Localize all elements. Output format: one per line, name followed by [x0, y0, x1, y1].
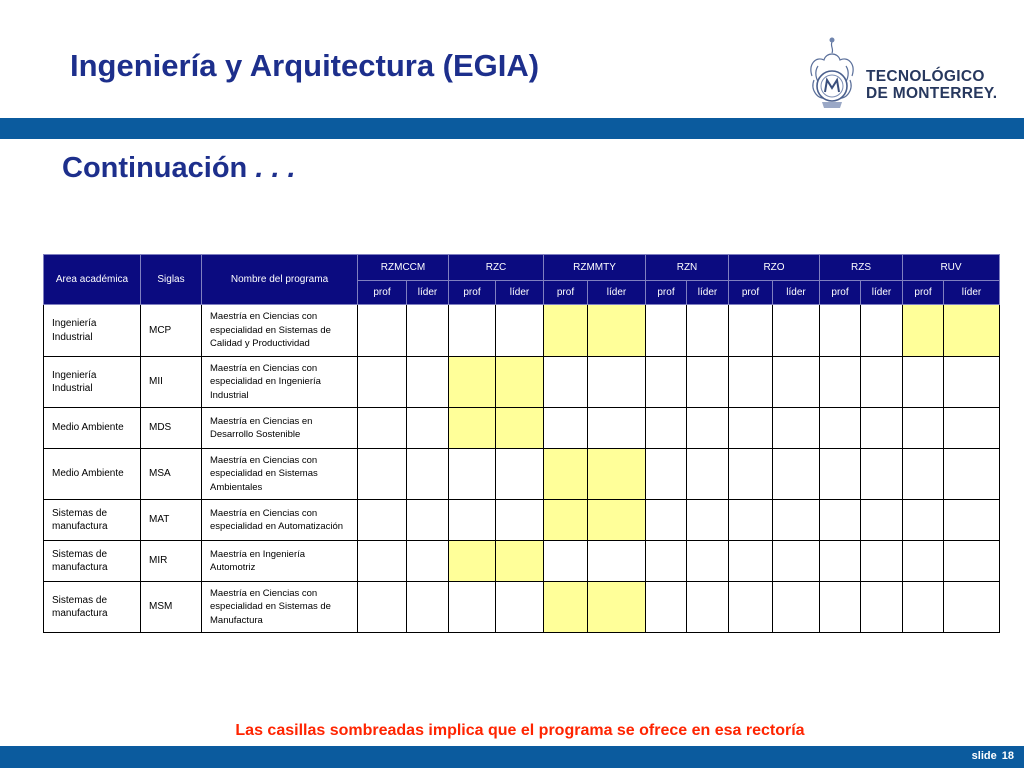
cell-rzs-lider: [861, 500, 903, 541]
slide-subtitle: [62, 152, 296, 185]
cell-ruv-prof: [903, 408, 944, 449]
header-lider: líder: [407, 281, 449, 305]
cell-rzmccm-prof: [358, 449, 407, 500]
cell-rzmmty-lider: [588, 357, 646, 408]
cell-rzn-prof: [646, 541, 687, 582]
shading-legend-note: Las casillas sombreadas implica que el programa se ofrece en esa rectoría: [235, 722, 805, 739]
cell-rzo-prof: [729, 449, 773, 500]
cell-rzc-lider: [496, 582, 544, 633]
logo-wordmark: [866, 68, 997, 102]
cell-rzn-prof: [646, 357, 687, 408]
cell-ruv-lider: [944, 582, 1000, 633]
cell-rzs-lider: [861, 582, 903, 633]
cell-rzmmty-lider: [588, 541, 646, 582]
header-prof: prof: [449, 281, 496, 305]
cell-rzmccm-prof: [358, 408, 407, 449]
cell-rzmmty-prof: [544, 541, 588, 582]
header-campus: RZMCCM: [358, 255, 449, 281]
subtitle-dots: . . .: [255, 152, 296, 184]
cell-rzmccm-prof: [358, 541, 407, 582]
cell-rzn-lider: [687, 357, 729, 408]
slide-label: slide: [971, 750, 997, 762]
cell-rzo-prof: [729, 500, 773, 541]
cell-rzs-prof: [820, 408, 861, 449]
cell-area: Ingeniería Industrial: [44, 357, 141, 408]
cell-rzo-lider: [773, 449, 820, 500]
cell-ruv-prof: [903, 357, 944, 408]
cell-rzmccm-prof: [358, 500, 407, 541]
header-campus: RZN: [646, 255, 729, 281]
cell-rzs-prof: [820, 449, 861, 500]
cell-rzmccm-prof: [358, 357, 407, 408]
cell-ruv-prof: [903, 582, 944, 633]
cell-rzmccm-lider: [407, 500, 449, 541]
cell-rzs-lider: [861, 408, 903, 449]
header-campus: RZMMTY: [544, 255, 646, 281]
cell-rzn-prof: [646, 305, 687, 357]
table-row: [44, 500, 1000, 541]
cell-rzn-lider: [687, 500, 729, 541]
cell-ruv-lider: [944, 449, 1000, 500]
cell-siglas: MDS: [141, 408, 202, 449]
header-campus: RZO: [729, 255, 820, 281]
header-lider: líder: [861, 281, 903, 305]
header-prof: prof: [358, 281, 407, 305]
cell-siglas: MAT: [141, 500, 202, 541]
cell-rzc-prof-shaded: [449, 541, 496, 582]
slide-number: [972, 750, 1014, 762]
cell-rzmmty-prof-shaded: [544, 582, 588, 633]
cell-rzn-lider: [687, 541, 729, 582]
header-campus: RUV: [903, 255, 1000, 281]
header-area: Area académica: [44, 255, 141, 305]
cell-siglas: MIR: [141, 541, 202, 582]
cell-rzo-lider: [773, 408, 820, 449]
cell-rzo-lider: [773, 357, 820, 408]
cell-rzo-lider: [773, 305, 820, 357]
cell-rzs-lider: [861, 449, 903, 500]
cell-rzmmty-prof-shaded: [544, 449, 588, 500]
subtitle-text: Continuación: [62, 152, 248, 184]
cell-ruv-lider: [944, 500, 1000, 541]
cell-rzc-prof-shaded: [449, 357, 496, 408]
cell-rzc-prof: [449, 449, 496, 500]
cell-rzo-prof: [729, 408, 773, 449]
header-prof: prof: [903, 281, 944, 305]
cell-siglas: MSM: [141, 582, 202, 633]
cell-rzo-lider: [773, 541, 820, 582]
header-lider: líder: [944, 281, 1000, 305]
cell-rzn-lider: [687, 408, 729, 449]
cell-rzmmty-lider: [588, 408, 646, 449]
table-body: [44, 305, 1000, 633]
cell-area: Ingeniería Industrial: [44, 305, 141, 357]
cell-rzmccm-prof: [358, 305, 407, 357]
cell-rzc-prof: [449, 305, 496, 357]
table-row: [44, 582, 1000, 633]
header-prof: prof: [646, 281, 687, 305]
cell-rzn-prof: [646, 582, 687, 633]
cell-rzmccm-lider: [407, 541, 449, 582]
header-divider-bar: [0, 118, 1024, 139]
cell-programa: Maestría en Ciencias con especialidad en Ingeniería Industrial: [202, 357, 358, 408]
header-lider: líder: [687, 281, 729, 305]
cell-rzo-prof: [729, 582, 773, 633]
cell-rzmmty-prof: [544, 408, 588, 449]
cell-rzn-prof: [646, 408, 687, 449]
cell-rzn-lider: [687, 582, 729, 633]
cell-rzc-prof: [449, 582, 496, 633]
cell-rzn-lider: [687, 449, 729, 500]
cell-programa: Maestría en Ciencias con especialidad en Sistemas de Manufactura: [202, 582, 358, 633]
cell-rzn-prof: [646, 500, 687, 541]
logo-line-2: DE MONTERREY.: [866, 85, 998, 102]
cell-siglas: MII: [141, 357, 202, 408]
header-prof: prof: [729, 281, 773, 305]
cell-ruv-prof: [903, 500, 944, 541]
cell-rzc-prof: [449, 500, 496, 541]
header-siglas: Siglas: [141, 255, 202, 305]
cell-siglas: MSA: [141, 449, 202, 500]
cell-rzmmty-lider-shaded: [588, 305, 646, 357]
cell-rzs-prof: [820, 305, 861, 357]
header-lider: líder: [588, 281, 646, 305]
cell-rzmccm-lider: [407, 449, 449, 500]
logo-line-1: TECNOLÓGICO: [866, 68, 985, 85]
cell-rzmccm-lider: [407, 408, 449, 449]
cell-ruv-lider: [944, 357, 1000, 408]
table-row: [44, 305, 1000, 357]
table-row: [44, 408, 1000, 449]
tec-logo: [804, 36, 1004, 112]
cell-rzc-lider-shaded: [496, 357, 544, 408]
cell-area: Medio Ambiente: [44, 408, 141, 449]
header-campus: RZS: [820, 255, 903, 281]
cell-area: Sistemas de manufactura: [44, 582, 141, 633]
header-lider: líder: [773, 281, 820, 305]
cell-rzn-lider: [687, 305, 729, 357]
cell-ruv-prof: [903, 541, 944, 582]
slide-number-value: 18: [1001, 750, 1014, 762]
cell-rzmmty-prof: [544, 357, 588, 408]
cell-siglas: MCP: [141, 305, 202, 357]
cell-rzs-prof: [820, 541, 861, 582]
program-offering-table: [43, 254, 1000, 633]
cell-programa: Maestría en Ciencias con especialidad en Automatización: [202, 500, 358, 541]
cell-rzc-prof-shaded: [449, 408, 496, 449]
cell-ruv-lider: [944, 541, 1000, 582]
cell-rzmmty-lider-shaded: [588, 449, 646, 500]
table-row: [44, 357, 1000, 408]
cell-rzc-lider: [496, 305, 544, 357]
cell-rzmmty-lider-shaded: [588, 582, 646, 633]
cell-programa: Maestría en Ciencias con especialidad en Sistemas Ambientales: [202, 449, 358, 500]
cell-rzo-prof: [729, 541, 773, 582]
cell-rzmccm-lider: [407, 582, 449, 633]
header-prof: prof: [544, 281, 588, 305]
cell-rzmmty-lider-shaded: [588, 500, 646, 541]
table-header-row-campus: [44, 255, 1000, 281]
cell-rzc-lider: [496, 449, 544, 500]
cell-rzc-lider-shaded: [496, 541, 544, 582]
cell-rzs-lider: [861, 541, 903, 582]
cell-rzs-prof: [820, 500, 861, 541]
table-row: [44, 541, 1000, 582]
tec-seal-icon: [804, 36, 862, 112]
footer-bar: [0, 746, 1024, 768]
cell-rzmccm-prof: [358, 582, 407, 633]
cell-rzo-lider: [773, 500, 820, 541]
cell-ruv-prof-shaded: [903, 305, 944, 357]
cell-rzmmty-prof-shaded: [544, 500, 588, 541]
cell-rzn-prof: [646, 449, 687, 500]
cell-rzs-prof: [820, 582, 861, 633]
cell-rzmccm-lider: [407, 357, 449, 408]
cell-rzmmty-prof-shaded: [544, 305, 588, 357]
cell-rzs-lider: [861, 305, 903, 357]
cell-rzc-lider: [496, 500, 544, 541]
cell-rzc-lider-shaded: [496, 408, 544, 449]
cell-ruv-lider-shaded: [944, 305, 1000, 357]
cell-rzo-prof: [729, 305, 773, 357]
cell-rzs-prof: [820, 357, 861, 408]
cell-rzmccm-lider: [407, 305, 449, 357]
cell-programa: Maestría en Ingeniería Automotriz: [202, 541, 358, 582]
header-prof: prof: [820, 281, 861, 305]
cell-ruv-prof: [903, 449, 944, 500]
cell-area: Medio Ambiente: [44, 449, 141, 500]
header-programa: Nombre del programa: [202, 255, 358, 305]
cell-area: Sistemas de manufactura: [44, 500, 141, 541]
header-campus: RZC: [449, 255, 544, 281]
table-row: [44, 449, 1000, 500]
cell-rzs-lider: [861, 357, 903, 408]
cell-rzo-lider: [773, 582, 820, 633]
cell-area: Sistemas de manufactura: [44, 541, 141, 582]
cell-programa: Maestría en Ciencias en Desarrollo Sostenible: [202, 408, 358, 449]
slide-title: Ingeniería y Arquitectura (EGIA): [70, 48, 540, 83]
cell-rzo-prof: [729, 357, 773, 408]
header-lider: líder: [496, 281, 544, 305]
cell-ruv-lider: [944, 408, 1000, 449]
cell-programa: Maestría en Ciencias con especialidad en Sistemas de Calidad y Productividad: [202, 305, 358, 357]
